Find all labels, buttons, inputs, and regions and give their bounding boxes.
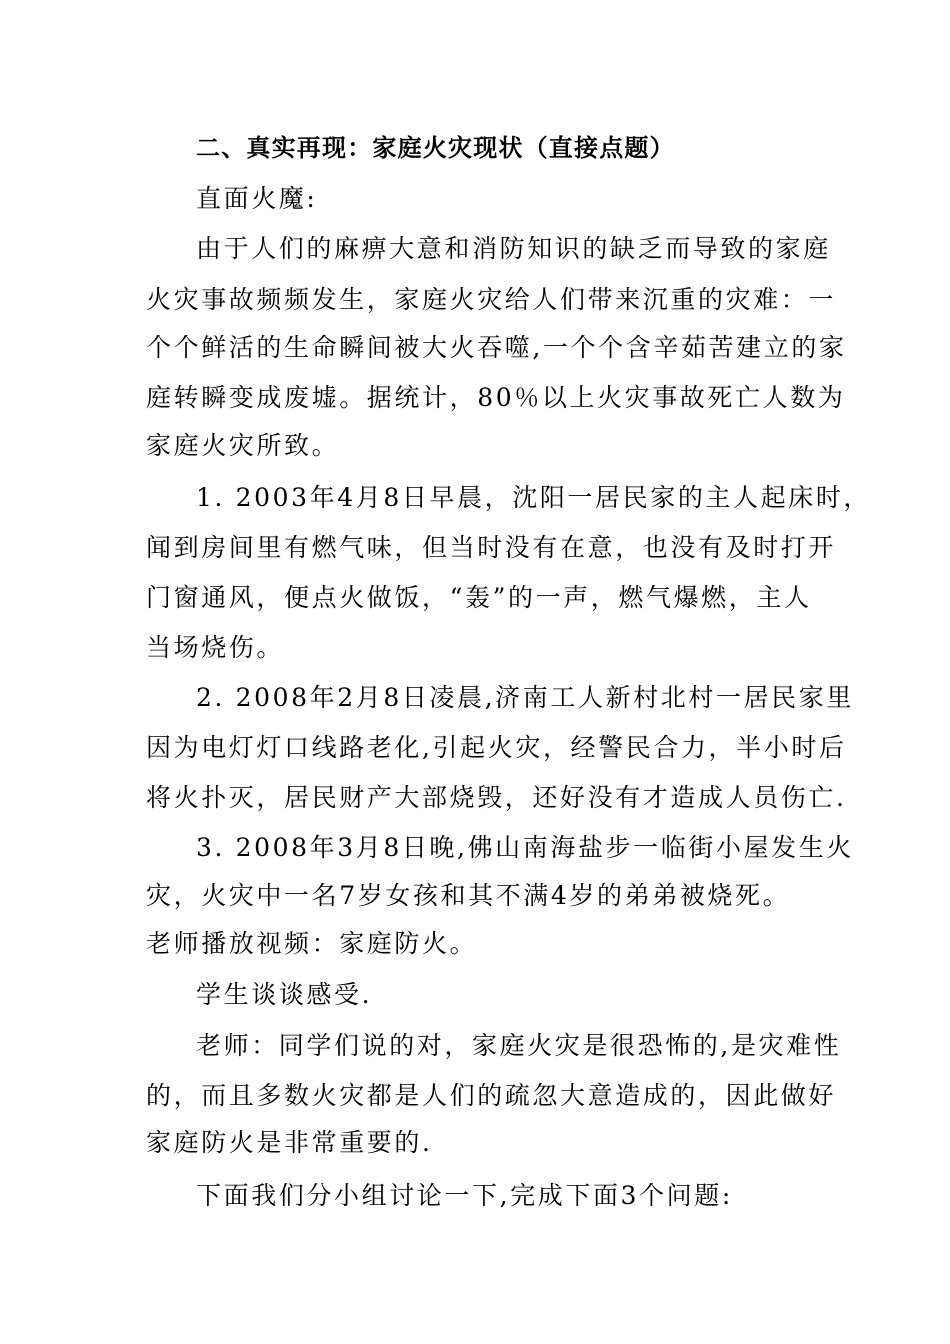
paragraph-line: 的，而且多数火灾都是人们的疏忽大意造成的，因此做好 <box>146 1081 837 1110</box>
paragraph-line: 家庭防火是非常重要的. <box>146 1128 433 1157</box>
paragraph-line: 闻到房间里有燃气味，但当时没有在意，也没有及时打开 <box>146 533 837 562</box>
paragraph-line: 当场烧伤。 <box>146 633 285 662</box>
paragraph-line: 直面火魔: <box>196 184 318 213</box>
paragraph-line: 2. 2008年2月8日凌晨,济南工人新村北村一居民家里 <box>196 683 854 712</box>
paragraph-line: 老师播放视频：家庭防火。 <box>146 929 478 958</box>
paragraph-line: 将火扑灭，居民财产大部烧毁，还好没有才造成人员伤亡. <box>146 783 847 812</box>
paragraph-line: 老师：同学们说的对，家庭火灾是很恐怖的,是灾难性 <box>196 1031 842 1060</box>
paragraph-line: 家庭火灾所致。 <box>146 431 340 460</box>
section-heading: 二、真实再现：家庭火灾现状（直接点题） <box>196 134 675 162</box>
paragraph-line: 门窗通风，便点火做饭，“轰”的一声，燃气爆燃，主人 <box>146 583 812 612</box>
paragraph-line: 3. 2008年3月8日晚,佛山南海盐步一临街小屋发生火 <box>196 833 854 862</box>
paragraph-line: 庭转瞬变成废墟。据统计，80％以上火灾事故死亡人数为 <box>146 383 846 412</box>
paragraph-line: 1. 2003年4月8日早晨，沈阳一居民家的主人起床时， <box>196 483 872 512</box>
paragraph-line: 灾，火灾中一名7岁女孩和其不满4岁的弟弟被烧死。 <box>146 881 791 910</box>
paragraph-line: 学生谈谈感受. <box>196 980 373 1009</box>
paragraph-line: 火灾事故频频发生，家庭火灾给人们带来沉重的灾难：一 <box>146 285 837 314</box>
paragraph-line: 因为电灯灯口线路老化,引起火灾，经警民合力，半小时后 <box>146 733 847 762</box>
paragraph-line: 由于人们的麻痹大意和消防知识的缺乏而导致的家庭 <box>196 234 831 263</box>
paragraph-line: 下面我们分小组讨论一下,完成下面3个问题: <box>196 1181 733 1210</box>
paragraph-line: 个个鲜活的生命瞬间被大火吞噬,一个个含辛茹苦建立的家 <box>146 333 847 362</box>
